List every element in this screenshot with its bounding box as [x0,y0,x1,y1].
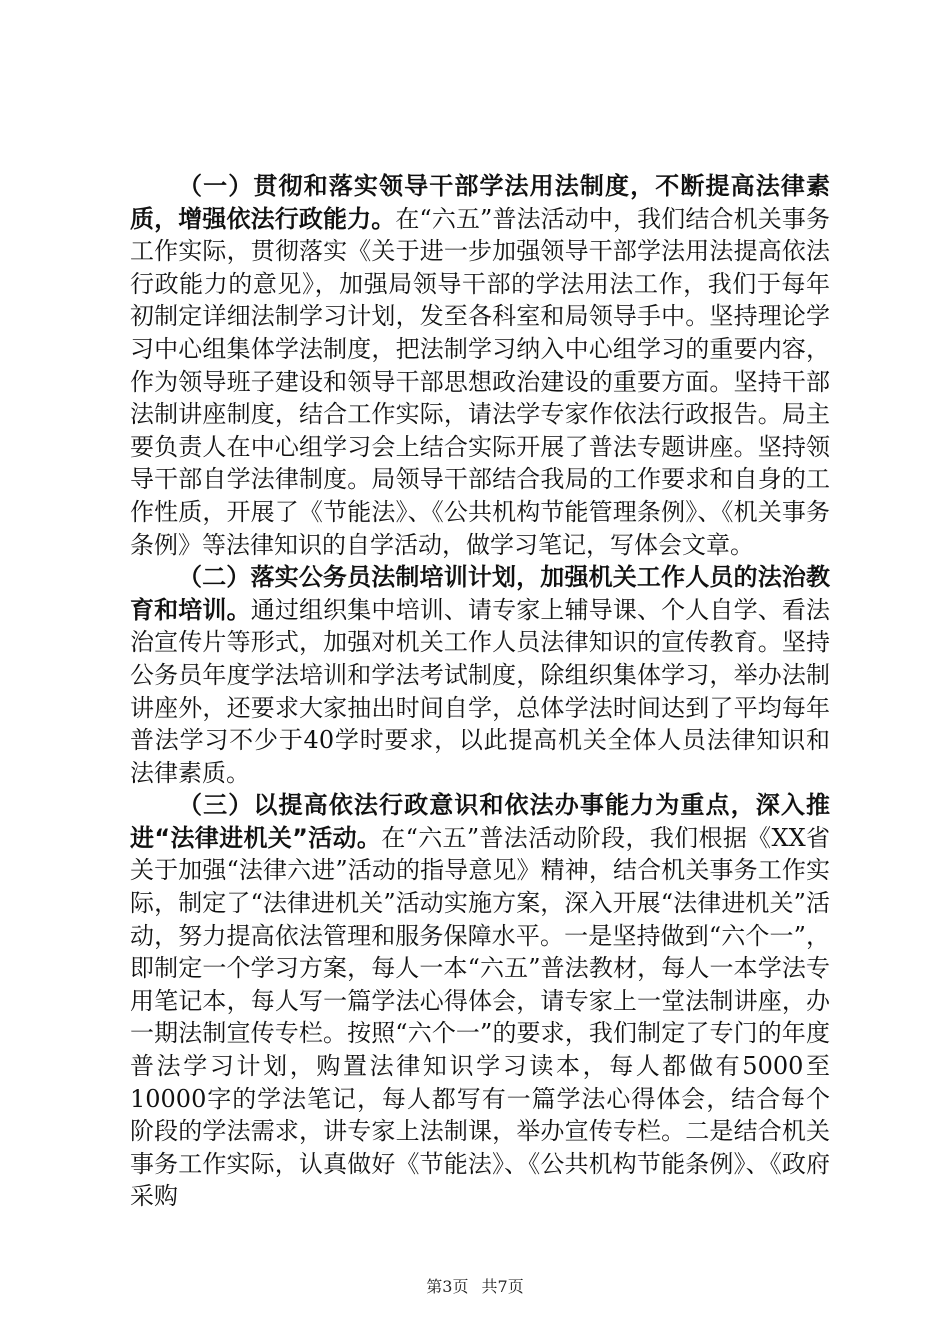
page-total: 共7页 [481,1277,524,1296]
paragraph-1 [130,170,830,561]
paragraph-2-text: 通过组织集中培训、请专家上辅导课、个人自学、看法治宣传片等形式，加强对机关工作人员法律知识的宣传教育。坚持公务员年度学法培训和学法考试制度，除组织集体学习，举办法制讲座外，还要求大家抽出时间自学，总体学法时间达到了平均每年普法学习不少于40学时要求，以此提高机关全体人员法律知识和法律素质。 [130,595,831,787]
page-number: 第3页 [426,1277,469,1296]
paragraph-3-heading: （三）以提高依法行政意识和依法办事能力为重点，深入推进“法律进机关”活动。 [130,791,830,852]
paragraph-3 [130,789,830,1213]
paragraph-2-heading: （二）落实公务员法制培训计划，加强机关工作人员的法治教育和培训。 [130,563,830,624]
paragraph-2 [130,561,830,789]
document-body [130,170,830,1213]
paragraph-3-text: 在“六五”普法活动阶段，我们根据《XX省关于加强“法律六进”活动的指导意见》精神，结合机关事务工作实际，制定了“法律进机关”活动实施方案，深入开展“法律进机关”活动，努力提高依法管理和服务保障水平。一是坚持做到“六个一”，即制定一个学习方案，每人一本“六五”普法教材，每人一本学法专用笔记本，每人写一篇学法心得体会，请专家上一堂法制讲座，办一期法制宣传专栏。按照“六个一”的要求，我们制定了专门的年度普法学习计划，购置法律知识学习读本，每人都做有5000至10000字的学法笔记，每人都写有一篇学法心得体会，结合每个阶段的学法需求，讲专家上法制课，举办宣传专栏。二是结合机关事务工作实际，认真做好《节能法》、《公共机构节能条例》、《政府采购 [130,823,831,1211]
paragraph-1-heading: （一）贯彻和落实领导干部学法用法制度，不断提高法律素质，增强依法行政能力。 [130,172,830,233]
paragraph-1-text: 在“六五”普法活动中，我们结合机关事务工作实际，贯彻落实《关于进一步加强领导干部学法用法提高依法行政能力的意见》，加强局领导干部的学法用法工作，我们于每年初制定详细法制学习计划，发至各科室和局领导手中。坚持理论学习中心组集体学法制度，把法制学习纳入中心组学习的重要内容，作为领导班子建设和领导干部思想政治建设的重要方面。坚持干部法制讲座制度，结合工作实际，请法学专家作依法行政报告。局主要负责人在中心组学习会上结合实际开展了普法专题讲座。坚持领导干部自学法律制度。局领导干部结合我局的工作要求和自身的工作性质，开展了《节能法》、《公共机构节能管理条例》、《机关事务条例》等法律知识的自学活动，做学习笔记，写体会文章。 [130,204,830,559]
page-footer [0,1274,950,1297]
